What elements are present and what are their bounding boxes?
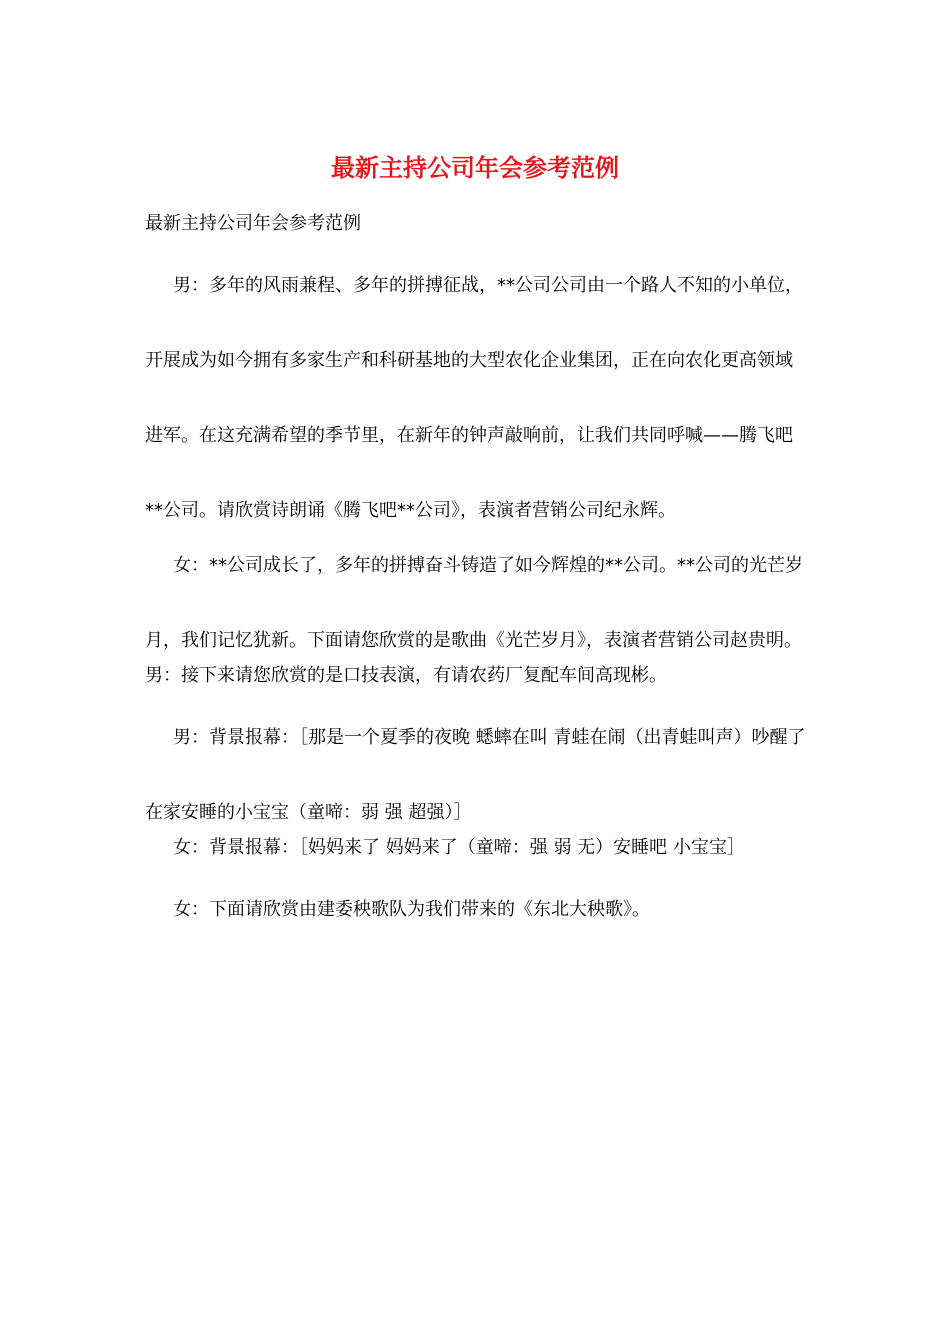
paragraph-male-voice-act: 男：接下来请您欣赏的是口技表演，有请农药厂复配车间高现彬。 [145, 665, 667, 686]
document-title: 最新主持公司年会参考范例 [331, 153, 619, 182]
document-body [145, 206, 810, 954]
paragraph-female-dance: 女：下面请欣赏由建委秧歌队为我们带来的《东北大秧歌》。 [173, 899, 650, 920]
paragraph-male-background: 男：背景报幕：［那是一个夏季的夜晚 蟋蟀在叫 青蛙在闹（出青蛙叫声）吵醒了在家安睡的小宝宝（童啼：弱 强 超强）］ [145, 727, 806, 823]
paragraph-male-intro: 男：多年的风雨兼程、多年的拼搏征战，**公司公司由一个路人不知的小单位，开展成为如今拥有多家生产和科研基地的大型农化企业集团，正在向农化更高领域进军。在这充满希望的季节里，在新年的钟声敲响前，让我们共同呼喊——腾飞吧**公司。请欣赏诗朗诵《腾飞吧**公司》，表演者营销公司纪永辉。 [145, 275, 803, 521]
paragraph-female-background: 女：背景报幕：［妈妈来了 妈妈来了（童啼：强 弱 无）安睡吧 小宝宝］ [173, 837, 745, 858]
subtitle-paragraph: 最新主持公司年会参考范例 [145, 213, 361, 234]
paragraph-female-song: 女：**公司成长了，多年的拼搏奋斗铸造了如今辉煌的**公司。**公司的光芒岁月，我们记忆犹新。下面请您欣赏的是歌曲《光芒岁月》，表演者营销公司赵贵明。 [145, 555, 803, 651]
